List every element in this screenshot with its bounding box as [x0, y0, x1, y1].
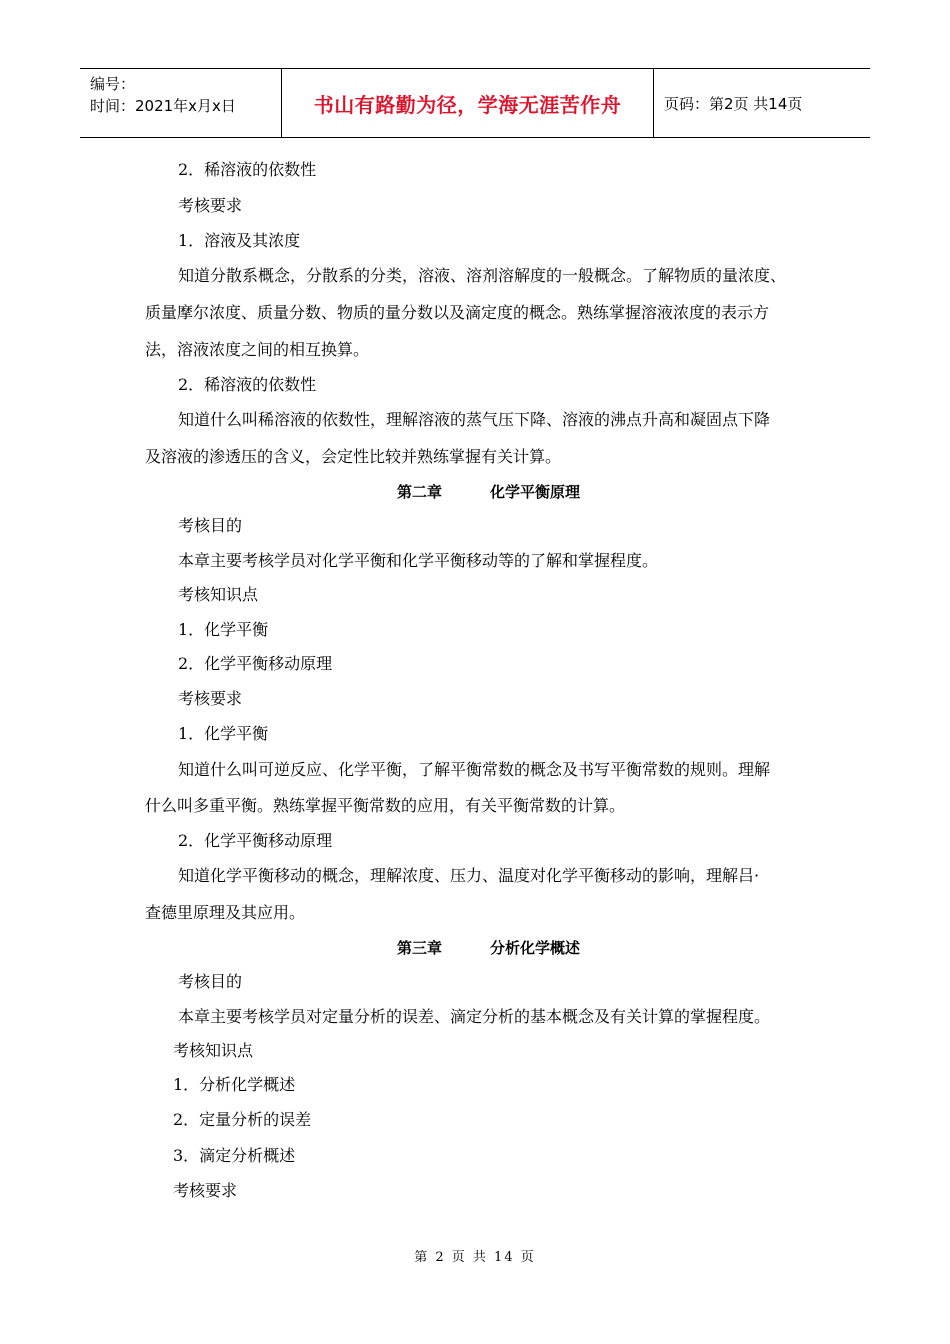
chapter-heading: [397, 938, 580, 958]
text-line: 2．化学平衡移动原理: [178, 831, 333, 850]
header-meta: [80, 69, 282, 137]
page-header: [80, 68, 870, 138]
chapter-number: 第二章: [397, 483, 443, 501]
text-line: 考核要求: [173, 1181, 238, 1200]
chapter-title: 分析化学概述: [490, 939, 581, 957]
text-line: 考核要求: [178, 689, 243, 708]
text-line: 3．滴定分析概述: [173, 1146, 296, 1165]
number-label: 编号：: [90, 75, 136, 93]
text-line: 本章主要考核学员对化学平衡和化学平衡移动等的了解和掌握程度。: [178, 551, 659, 570]
text-line: 2．定量分析的误差: [173, 1110, 312, 1129]
text-line: 2．稀溶液的依数性: [178, 375, 317, 394]
text-line: 考核知识点: [178, 585, 259, 604]
text-line: 查德里原理及其应用。: [145, 903, 306, 922]
text-line: 1．化学平衡: [178, 620, 269, 639]
text-line: 考核目的: [178, 972, 243, 991]
text-line: 知道什么叫稀溶液的依数性，理解溶液的蒸气压下降、溶液的沸点升高和凝固点下降: [178, 410, 771, 429]
chapter-heading: [397, 482, 580, 502]
text-line: 知道化学平衡移动的概念，理解浓度、压力、温度对化学平衡移动的影响，理解吕·: [178, 866, 760, 885]
text-line: 1．溶液及其浓度: [178, 231, 301, 250]
text-line: 2．稀溶液的依数性: [178, 160, 317, 179]
text-line: 考核目的: [178, 516, 243, 535]
header-page-info: 页码：第2页 共14页: [664, 94, 803, 113]
text-line: 质量摩尔浓度、质量分数、物质的量分数以及滴定度的概念。熟练掌握溶液浓度的表示方: [145, 303, 770, 322]
chapter-title: 化学平衡原理: [490, 483, 581, 501]
text-line: 1．化学平衡: [178, 724, 269, 743]
text-line: 法，溶液浓度之间的相互换算。: [145, 340, 370, 359]
text-line: 知道分散系概念，分散系的分类，溶液、溶剂溶解度的一般概念。了解物质的量浓度、: [178, 266, 787, 285]
text-line: 知道什么叫可逆反应、化学平衡，了解平衡常数的概念及书写平衡常数的规则。理解: [178, 760, 771, 779]
text-line: 本章主要考核学员对定量分析的误差、滴定分析的基本概念及有关计算的掌握程度。: [178, 1007, 771, 1026]
text-line: 1．分析化学概述: [173, 1075, 296, 1094]
header-motto: 书山有路勤为径，学海无涯苦作舟: [282, 69, 654, 137]
time-label: 时间：2021年x月x日: [90, 97, 236, 115]
text-line: 考核知识点: [173, 1041, 254, 1060]
text-line: 考核要求: [178, 196, 243, 215]
text-line: 及溶液的渗透压的含义，会定性比较并熟练掌握有关计算。: [145, 447, 562, 466]
page-footer: 第 2 页 共 14 页: [414, 1250, 536, 1265]
text-line: 2．化学平衡移动原理: [178, 654, 333, 673]
text-line: 什么叫多重平衡。熟练掌握平衡常数的应用，有关平衡常数的计算。: [145, 796, 626, 815]
chapter-number: 第三章: [397, 939, 443, 957]
